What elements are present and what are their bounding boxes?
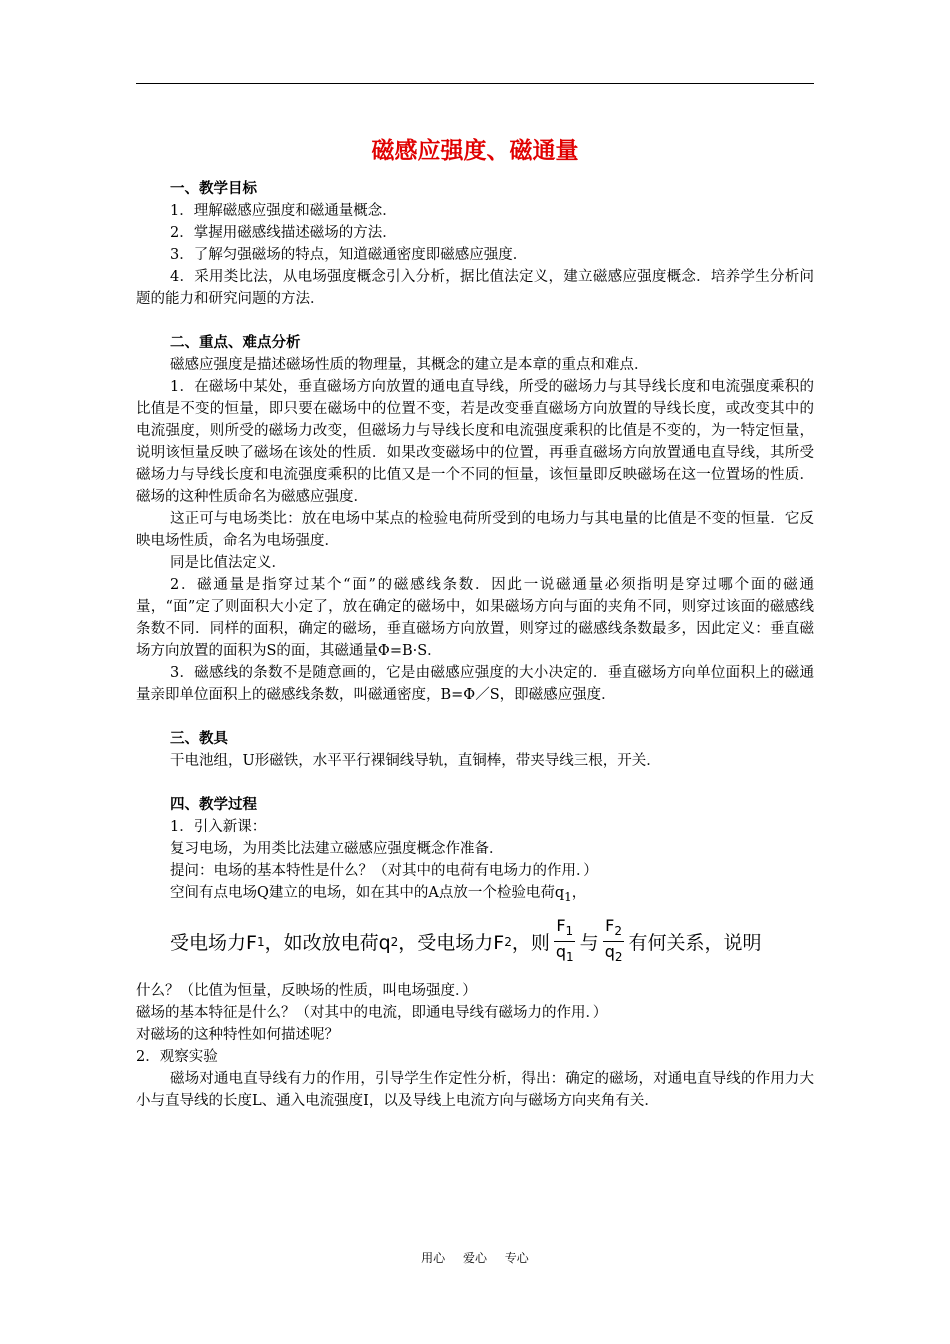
paragraph: 2．磁通量是指穿过某个“面”的磁感线条数．因此一说磁通量必须指明是穿过哪个面的磁通量，“面”定了则面积大小定了，放在确定的磁场中，如果磁场方向与面的夹角不同，则穿过该面的磁感线条数不同．同样的面积，确定的磁场，垂直磁场方向放置，则穿过的磁感线条数最多，因此定义：垂直磁场方向放置的面积为S的面，其磁通量Φ=B·S． [136,577,814,659]
section-heading-equipment: 三、教具 [170,731,228,747]
goal-item: 3．了解匀强磁场的特点，知道磁通密度即磁感应强度． [170,247,528,263]
section-heading-process: 四、教学过程 [170,797,257,813]
fraction-f2-q2: $\frac{F_2}{q_2}$ [604,916,623,965]
goal-item: 4．采用类比法，从电场强度概念引入分析，据比值法定义，建立磁感应强度概念．培养学生分析问题的能力和研究问题的方法． [136,269,814,307]
paragraph: 3．磁感线的条数不是随意画的，它是由磁感应强度的大小决定的．垂直磁场方向单位面积上的磁通量亲即单位面积上的磁感线条数，叫磁通密度，B=Φ／S，即磁感应强度． [136,665,814,703]
document-body [136,136,814,1112]
paragraph: 磁场对通电直导线有力的作用，引导学生作定性分析，得出：确定的磁场，对通电直导线的作用力大小与直导线的长度L、通入电流强度I，以及导线上电流方向与磁场方向夹角有关． [136,1070,814,1109]
goal-item: 2．掌握用磁感线描述磁场的方法． [170,225,397,241]
paragraph: 1．在磁场中某处，垂直磁场方向放置的通电直导线，所受的磁场力与其导线长度和电流强度乘积的比值是不变的恒量，即只要在磁场中的位置不变，若是改变垂直磁场方向放置的导线长度，或改变其中的电流强度，则所受的磁场力改变，但磁场力与导线长度和电流强度乘积的比值是不变的，为一特定恒量，说明该恒量反映了磁场在该处的性质．如果改变磁场中的位置，再垂直磁场方向放置通电直导线，其所受磁场力与导线长度和电流强度乘积的比值又是一个不同的恒量，该恒量即反映磁场在这一位置场的性质．磁场的这种性质命名为磁感应强度． [136,379,814,505]
document-title: 磁感应强度、磁通量 [371,138,579,164]
fraction-f1-q1: $\frac{F_1}{q_1}$ [555,916,574,965]
paragraph: 这正可与电场类比：放在电场中某点的检验电荷所受到的电场力与其电量的比值是不变的恒量．它反映电场性质，命名为电场强度． [136,511,814,549]
section-heading-goals: 一、教学目标 [170,181,257,197]
paragraph: 对磁场的这种特性如何描述呢？ [136,1026,339,1043]
paragraph: 2．观察实验 [136,1048,218,1065]
page-footer: 用心 爱心 专心 [421,1251,529,1265]
section-heading-key-points: 二、重点、难点分析 [170,335,301,351]
header-rule [136,83,814,84]
paragraph: 同是比值法定义． [170,555,286,571]
paragraph: 1．引入新课： [170,819,267,835]
paragraph: 空间有点电场Q建立的电场，如在其中的A点放一个检验电荷$q_1$， [170,885,587,904]
paragraph: 干电池组，U形磁铁，水平平行裸铜线导轨，直铜棒，带夹导线三根，开关． [170,753,661,769]
formula-line: 受电场力F 1 ，如改放电荷q 2 ，受电场力F 2 ，则 $\frac{F_1}{q_1}$ 与 $\frac{F_2}{q_2}$ 有何关系，说明 [170,914,814,970]
paragraph: 磁场的基本特征是什么？（对其中的电流，即通电导线有磁场力的作用．） [136,1004,608,1021]
paragraph: 什么？（比值为恒量，反映场的性质，叫电场强度．） [136,982,477,999]
paragraph: 磁感应强度是描述磁场性质的物理量，其概念的建立是本章的重点和难点． [170,357,649,373]
paragraph: 复习电场，为用类比法建立磁感应强度概念作准备． [170,841,504,857]
goal-item: 1．理解磁感应强度和磁通量概念． [170,203,397,219]
paragraph: 提问：电场的基本特性是什么？（对其中的电荷有电场力的作用．） [170,863,598,879]
